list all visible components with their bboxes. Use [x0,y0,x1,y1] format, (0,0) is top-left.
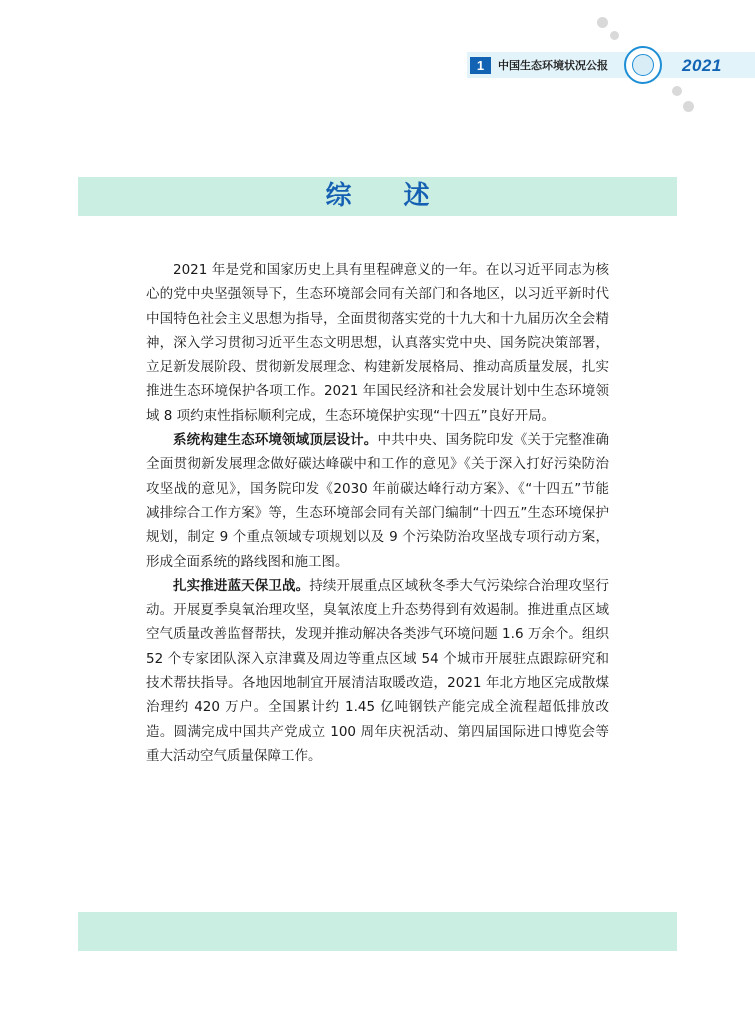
paragraph-lead: 系统构建生态环境领域顶层设计。 [173,432,378,449]
ring-emblem-inner [632,54,654,76]
decor-dot [610,31,619,40]
section-title-band [78,177,677,216]
paragraph [146,258,609,428]
paragraph [146,574,609,768]
paragraph-text: 持续开展重点区域秋冬季大气污染综合治理攻坚行动。开展夏季臭氧治理攻坚，臭氧浓度上升态势得到有效遏制。推进重点区域空气质量改善监督帮扶，发现并推动解决各类涉气环境问题 1.6 万余个。组织 52 个专家团队深入京津冀及周边等重点区域 54 个城市开展驻点跟踪研究和技术帮扶指导。各地因地制宜开展清洁取暖改造，2021 年北方地区完成散煤治理约 420 万户。全国累计约 1.45 亿吨钢铁产能完成全流程超低排放改造。圆满完成中国共产党成立 100 周年庆祝活动、第四届国际进口博览会等重大活动空气质量保障工作。 [146,577,610,764]
decor-dot [683,101,694,112]
decor-dot [672,86,682,96]
report-title: 中国生态环境状况公报 [498,59,608,72]
decor-dot [597,17,608,28]
paragraph-lead: 扎实推进蓝天保卫战。 [173,577,310,594]
footer-band [78,912,677,951]
body-text [146,258,609,768]
paragraph-text: 中共中央、国务院印发《关于完整准确全面贯彻新发展理念做好碳达峰碳中和工作的意见》《关于深入打好污染防治攻坚战的意见》，国务院印发《2030 年前碳达峰行动方案》、《“十四五”节能减排综合工作方案》等，生态环境部会同有关部门编制“十四五”生态环境保护规划，制定 9 个重点领域专项规划以及 9 个污染防治攻坚战专项行动方案，形成全面系统的路线图和施工图。 [146,432,610,570]
page-title: 综述 [325,181,482,211]
chapter-number-badge: 1 [470,57,491,74]
report-year: 2021 [682,56,722,75]
paragraph-text: 2021 年是党和国家历史上具有里程碑意义的一年。在以习近平同志为核心的党中央坚强领导下，生态环境部会同有关部门和各地区，以习近平新时代中国特色社会主义思想为指导，全面贯彻落实党的十九大和十九届历次全会精神，深入学习贯彻习近平生态文明思想，认真落实党中央、国务院决策部署，立足新发展阶段、贯彻新发展理念、构建新发展格局、推动高质量发展，扎实推进生态环境保护各项工作。2021 年国民经济和社会发展计划中生态环境领域 8 项约束性指标顺利完成，生态环境保护实现“十四五”良好开局。 [146,262,609,424]
paragraph [146,428,609,574]
